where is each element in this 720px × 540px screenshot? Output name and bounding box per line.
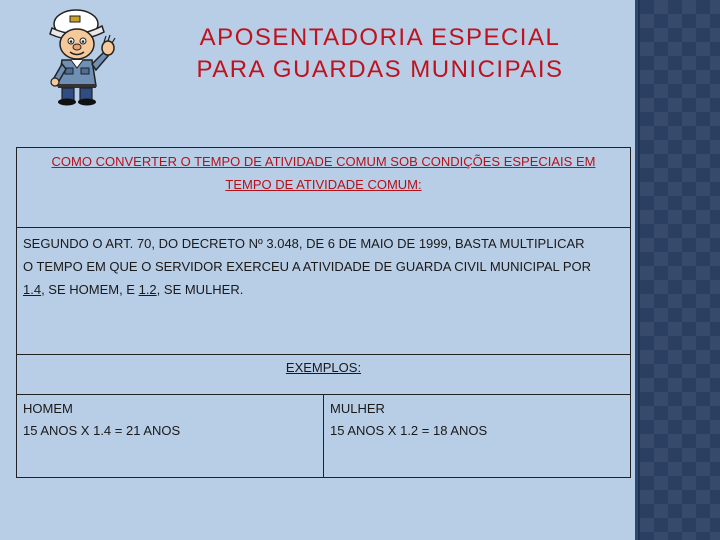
female-example-formula: 15 ANOS X 1.2 = 18 ANOS (330, 423, 488, 438)
decorative-pattern-band (640, 0, 720, 540)
male-example-label: HOMEM (23, 401, 73, 416)
examples-heading-box (16, 354, 631, 395)
title-line-1: APOSENTADORIA ESPECIAL (199, 24, 561, 51)
law-text-mid: , SE HOMEM, E (41, 282, 139, 297)
conversion-heading-line-1: COMO CONVERTER O TEMPO DE ATIVIDADE COMUM SOB CONDIÇÕES ESPECIAIS EM (51, 154, 596, 169)
conversion-heading-box (16, 147, 631, 228)
law-text-line-3 (23, 278, 624, 301)
law-text-line-1: SEGUNDO O ART. 70, DO DECRETO Nº 3.048, DE 6 DE MAIO DE 1999, BASTA MULTIPLICAR (23, 236, 585, 251)
law-text-box (16, 227, 631, 355)
female-factor: 1.2 (138, 282, 157, 297)
female-example-label: MULHER (330, 401, 385, 416)
male-example-box (16, 394, 324, 478)
title-line-2: PARA GUARDAS MUNICIPAIS (196, 56, 564, 83)
slide-title (140, 22, 620, 86)
guard-mascot-icon (40, 2, 126, 106)
male-example-formula: 15 ANOS X 1.4 = 21 ANOS (23, 423, 181, 438)
conversion-heading-line-2: TEMPO DE ATIVIDADE COMUM: (225, 177, 422, 192)
female-example-box (323, 394, 631, 478)
male-factor: 1.4 (23, 282, 42, 297)
law-text-line-2: O TEMPO EM QUE O SERVIDOR EXERCEU A ATIVIDADE DE GUARDA CIVIL MUNICIPAL POR (23, 259, 592, 274)
law-text-end: , SE MULHER. (156, 282, 244, 297)
examples-heading: EXEMPLOS: (285, 360, 362, 375)
